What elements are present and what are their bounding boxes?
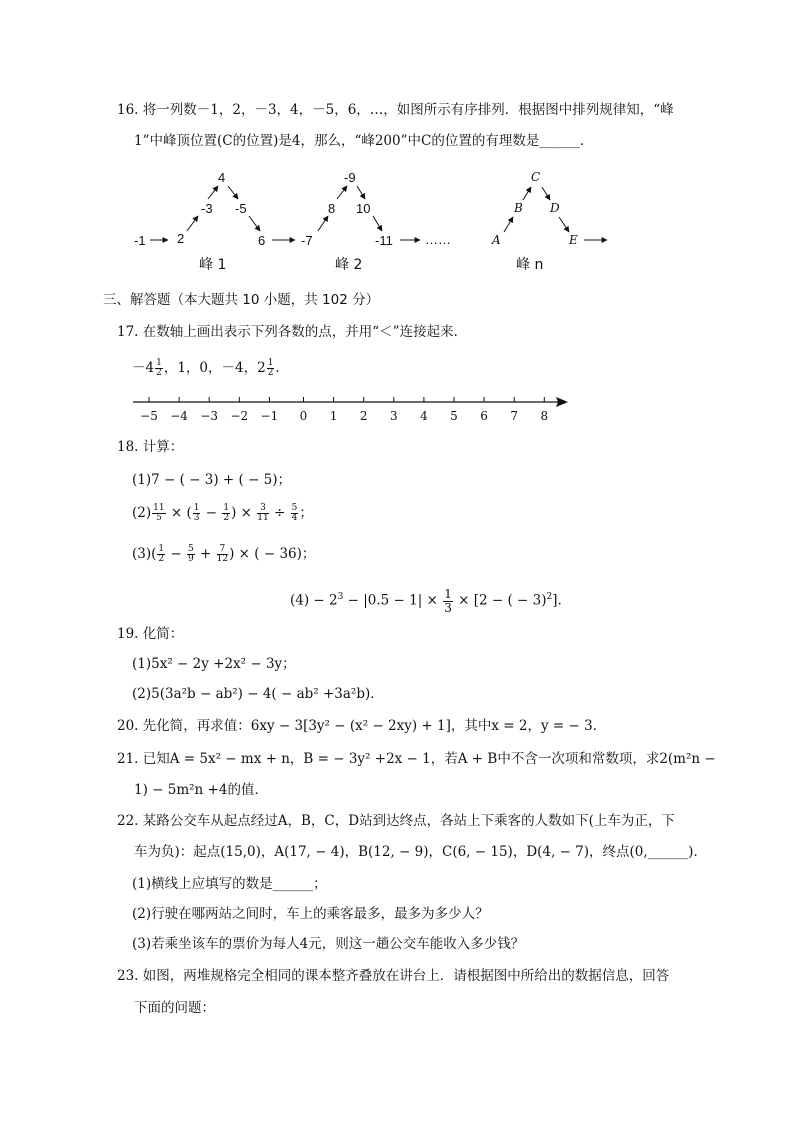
q22-line2: 车为负)：起点(15,0)，A(17, − 4)，B(12, − 9)，C(6, − 15)，D(4, − 7)，终点(0,______)．	[134, 844, 707, 860]
text: ，1，0，－4，2	[163, 360, 266, 376]
node: D	[550, 201, 560, 215]
q16-line2: 1”中峰顶位置(C的位置)是4，那么，“峰200”中C的位置的有理数是______．	[134, 133, 594, 149]
node: -5	[235, 201, 247, 216]
axis-tick-label: 3	[389, 409, 398, 423]
dots: ……	[425, 232, 451, 247]
fraction	[157, 545, 165, 564]
axis-tick-label: 0	[299, 409, 308, 423]
text: (4) − 2	[290, 592, 338, 609]
num: 1	[158, 544, 165, 554]
den: 9	[188, 554, 194, 564]
num: 3	[257, 504, 268, 514]
text: −	[201, 505, 222, 521]
node: A	[492, 233, 501, 247]
q23-line1: 23. 如图，两堆规格完全相同的课本整齐叠放在讲台上．请根据图中所给出的数据信息，回答	[117, 968, 670, 984]
text: × [2 − ( − 3)	[453, 592, 547, 609]
fraction	[187, 545, 195, 564]
text: ；	[299, 505, 313, 521]
q22-item2: (2)行驶在哪两站之间时，车上的乘客最多，最多为多少人？	[132, 906, 489, 922]
arrow	[373, 216, 382, 231]
axis-tick-label: 2	[359, 409, 368, 423]
node: -7	[301, 233, 313, 248]
fraction	[222, 504, 230, 523]
fraction	[257, 504, 268, 523]
q23-line2: 下面的问题：	[134, 1000, 215, 1016]
node: B	[514, 201, 523, 215]
den: 5	[155, 513, 162, 523]
q21-line1: 21. 已知A = 5x² − mx + n，B = − 3y² +2x − 1，若A + B中不含一次项和常数项，求2(m²n −	[117, 751, 716, 767]
num: 1	[267, 358, 274, 368]
q18-item3	[132, 541, 315, 567]
axis-tick-label: 8	[540, 409, 549, 423]
number-line	[133, 397, 568, 423]
exponent: 3	[337, 592, 344, 602]
den: 2	[223, 513, 230, 523]
den: 2	[156, 368, 162, 378]
peak-label: 峰 2	[335, 257, 363, 273]
den: 2	[267, 368, 274, 378]
q19-item1: (1)5x² − 2y +2x² − 3y；	[132, 656, 296, 672]
text: (2)	[132, 505, 152, 521]
text: ) × ( − 36)；	[229, 546, 316, 562]
node: -11	[375, 233, 393, 248]
den: 4	[291, 513, 298, 523]
text: (3)(	[132, 546, 157, 562]
den: 2	[158, 554, 165, 564]
fraction	[291, 504, 299, 523]
axis-tick-label: −4	[170, 409, 188, 423]
arrow	[542, 187, 550, 200]
num: 7	[217, 545, 228, 555]
q21-line2: 1) − 5m²n +4的值．	[134, 782, 268, 798]
arrow	[504, 217, 513, 232]
text: ].	[552, 592, 562, 609]
arrow	[523, 187, 531, 200]
q20: 20. 先化简，再求值：6xy − 3[3y² − (x² − 2xy) + 1]，其中x = 2，y = − 3．	[117, 718, 607, 734]
fraction	[155, 359, 163, 378]
fraction	[193, 504, 201, 523]
q18-item2	[132, 500, 313, 526]
num: 11	[153, 503, 165, 513]
node: -3	[201, 201, 213, 216]
text: ÷	[269, 505, 290, 521]
num: 5	[291, 503, 298, 513]
num: 1	[193, 503, 200, 513]
node: 8	[328, 201, 336, 216]
peak-label: 峰 1	[199, 257, 227, 273]
node: 4	[218, 170, 226, 185]
section-title: 三、解答题（本大题共 10 小题，共 102 分）	[103, 292, 380, 308]
arrow	[228, 186, 238, 199]
axis-tick-label: 7	[510, 409, 519, 423]
text: − |0.5 − 1| ×	[343, 592, 443, 609]
arrow	[559, 217, 569, 232]
arrow	[187, 216, 198, 231]
q17-numbers	[132, 355, 289, 381]
q22-item3: (3)若乘坐该车的票价为每人4元，则这一趟公交车能收入多少钱？	[132, 936, 525, 952]
q16-line1: 16. 将一列数－1，2，－3，4，－5，6，…，如图所示有序排列．根据图中排列规律知，“峰	[117, 102, 674, 118]
axis-tick-label: −5	[140, 409, 158, 423]
arrow	[208, 186, 218, 199]
node: -9	[344, 170, 356, 185]
axis-tick-label: −1	[260, 409, 279, 423]
node: 6	[258, 233, 266, 248]
q19-title: 19. 化简：	[117, 626, 184, 642]
num: 1	[156, 358, 162, 368]
node: E	[569, 233, 578, 247]
exponent: 2	[546, 592, 553, 602]
q22-item1: (1)横线上应填写的数是______；	[132, 876, 327, 892]
num: 1	[444, 586, 452, 601]
arrow	[249, 216, 260, 231]
q18-item4	[290, 580, 562, 618]
axis-tick-label: 6	[480, 409, 488, 423]
fraction	[443, 588, 453, 615]
axis-tick-label: 1	[329, 409, 338, 423]
text: −	[166, 546, 187, 562]
text: × (	[166, 505, 192, 521]
num: 1	[223, 503, 230, 513]
text: ．	[275, 360, 289, 376]
fraction	[267, 359, 275, 378]
axis-tick-label: −2	[230, 409, 249, 423]
axis-tick-label: −3	[200, 409, 219, 423]
q18-title: 18. 计算：	[117, 439, 184, 455]
den: 3	[193, 513, 200, 523]
text: ) ×	[231, 505, 257, 521]
den: 11	[257, 513, 269, 523]
axis-tick-label: 4	[420, 409, 428, 423]
node: 2	[177, 231, 185, 246]
arrow	[357, 186, 365, 199]
arrow	[318, 216, 328, 231]
fraction	[217, 545, 228, 564]
fraction	[152, 504, 165, 523]
node: C	[531, 170, 541, 184]
q17-text: 17. 在数轴上画出表示下列各数的点，并用“＜”连接起来．	[117, 324, 468, 340]
node: -1	[134, 233, 146, 248]
arrow	[337, 186, 347, 199]
num: 5	[188, 544, 194, 554]
den: 3	[444, 600, 452, 615]
text: +	[195, 546, 216, 562]
q18-item1: (1)7 − ( − 3) + ( − 5)；	[132, 472, 292, 488]
den: 12	[216, 554, 229, 564]
q19-item2: (2)5(3a²b − ab²) − 4( − ab² +3a²b)．	[132, 686, 384, 702]
q22-line1: 22. 某路公交车从起点经过A，B，C，D站到达终点，各站上下乘客的人数如下(上车为正，下	[117, 813, 675, 829]
text: －4	[132, 360, 155, 376]
axis-tick-label: 5	[450, 409, 458, 423]
node: 10	[356, 201, 371, 216]
peak-label: 峰 n	[516, 257, 544, 273]
